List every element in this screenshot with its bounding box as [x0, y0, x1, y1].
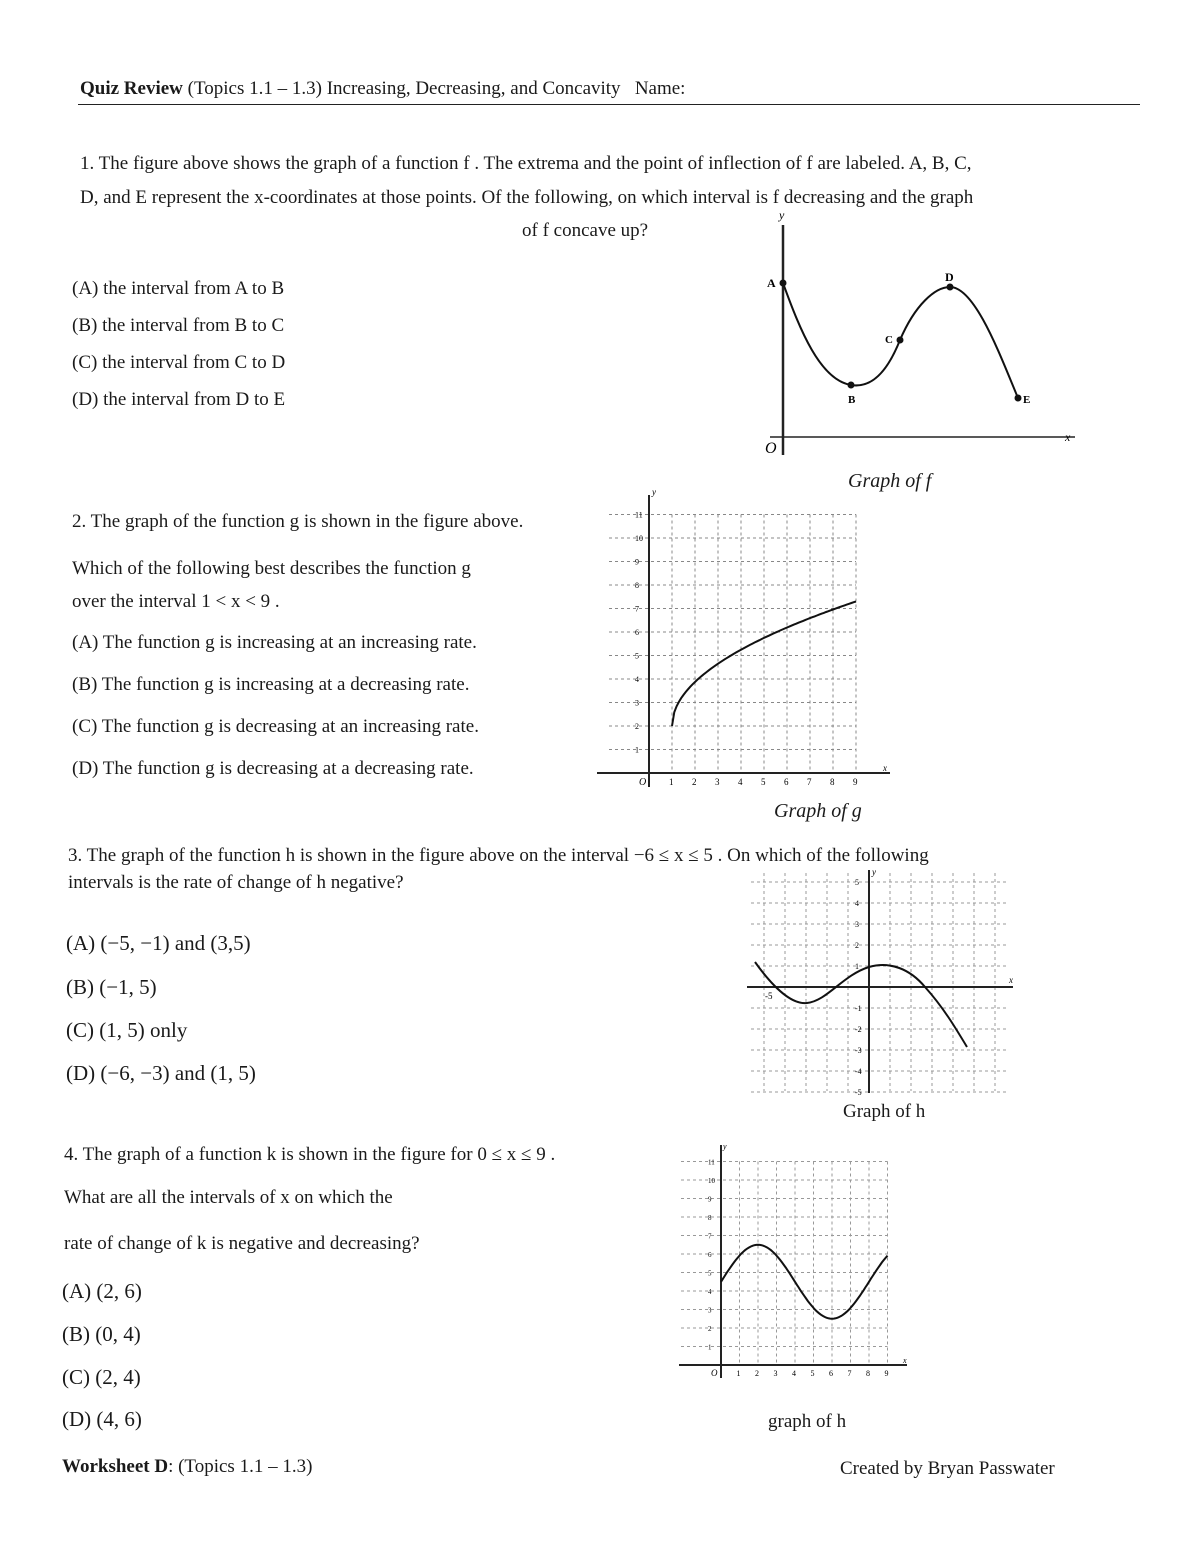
q1-choice-d: (D) the interval from D to E: [72, 389, 286, 410]
name-label: Name:: [634, 78, 686, 99]
q3-choice-d: (D) (−6, −3) and (1, 5): [66, 1061, 256, 1085]
graph-h-x-label-left: -5: [765, 991, 773, 1001]
graph-k-y-tick: 10: [708, 1177, 715, 1185]
graph-h-grid: [751, 873, 1007, 1092]
graph-f-point-d: [947, 284, 954, 291]
graph-k-x-tick: 5: [810, 1369, 815, 1378]
graph-h-y-tick: 2: [855, 941, 859, 950]
graph-g-y-tick: 5: [635, 651, 639, 661]
graph-f-label-c: C: [885, 334, 893, 346]
graph-f-point-a: [780, 280, 787, 287]
graph-g-x-tick: 3: [715, 777, 720, 787]
graph-g-origin: O: [639, 777, 647, 788]
graph-h-y-tick: 5: [855, 878, 859, 887]
footer-left-bold: Worksheet D: [62, 1456, 169, 1477]
q1-choice-a: (A) the interval from A to B: [72, 278, 285, 299]
graph-h-y-tick: -4: [855, 1067, 862, 1076]
graph-g-y-tick: 9: [635, 557, 639, 567]
q4-choice-c: (C) (2, 4): [62, 1365, 141, 1389]
footer-right: Created by Bryan Passwater: [840, 1458, 1055, 1479]
graph-g-y-tick: 1: [635, 745, 639, 755]
graph-h-y-tick: 1: [855, 962, 859, 971]
graph-f-label-b: B: [848, 394, 856, 406]
graph-k-x-tick: 9: [884, 1369, 889, 1378]
graph-g-x-label: x: [883, 763, 887, 773]
graph-f-point-b: [848, 382, 855, 389]
q1-line2: D, and E represent the x-coordinates at those points. Of the following, on which interval is f decreasing and the graph: [80, 187, 974, 208]
q4-choice-a: (A) (2, 6): [62, 1279, 142, 1303]
graph-k-x-label: x: [903, 1356, 907, 1365]
graph-k-y-tick: 7: [708, 1232, 712, 1241]
q3-line1: 3. The graph of the function h is shown in the figure above on the interval −6 ≤ x ≤ 5 . On which of the following: [68, 845, 929, 866]
graph-h-y-tick: 3: [855, 920, 859, 929]
q2-choice-a: (A) The function g is increasing at an increasing rate.: [72, 632, 477, 653]
graph-h-y-tick: -3: [855, 1046, 862, 1055]
q3-line2: intervals is the rate of change of h negative?: [68, 872, 404, 893]
q2-choice-b: (B) The function g is increasing at a decreasing rate.: [72, 674, 470, 695]
graph-k-x-tick: 2: [755, 1369, 759, 1378]
graph-k-grid: [681, 1162, 888, 1366]
q3-choice-c: (C) (1, 5) only: [66, 1018, 188, 1042]
graph-k-y-tick: 4: [708, 1288, 712, 1296]
graph-g-y-tick: 11: [635, 510, 643, 520]
q4-choice-d: (D) (4, 6): [62, 1407, 142, 1431]
q2-line3: over the interval 1 < x < 9 .: [72, 591, 280, 612]
graph-h-y-tick: -5: [855, 1088, 862, 1097]
graph-k-y-tick: 6: [708, 1251, 712, 1259]
graph-h-y-label: y: [872, 867, 876, 877]
graph-g-x-tick: 5: [761, 777, 766, 787]
graph-g-x-tick: 4: [738, 777, 743, 787]
graph-g-y-tick: 2: [635, 722, 639, 731]
graph-k-x-tick: 6: [829, 1369, 833, 1378]
graph-f-y-label: y: [779, 208, 785, 222]
q3-choice-a: (A) (−5, −1) and (3,5): [66, 931, 251, 955]
graph-h-caption: Graph of h: [843, 1101, 926, 1122]
graph-f-x-label: x: [1065, 430, 1071, 444]
title-rest: (Topics 1.1 – 1.3) Increasing, Decreasing, and Concavity: [182, 78, 621, 99]
graph-k-curve: [721, 1245, 888, 1319]
graph-k-y-tick: 8: [708, 1214, 712, 1222]
graph-k-y-tick: 1: [708, 1343, 712, 1352]
q4-line1: 4. The graph of a function k is shown in the figure for 0 ≤ x ≤ 9 .: [64, 1144, 556, 1165]
graph-k-origin: O: [711, 1368, 718, 1378]
graph-f-label-d: D: [945, 270, 954, 284]
graph-k: [675, 1140, 915, 1385]
graph-g-x-tick: 6: [784, 777, 789, 787]
graph-g-y-tick: 7: [635, 604, 639, 614]
graph-f-label-e: E: [1023, 394, 1031, 406]
graph-h: [745, 865, 1020, 1100]
graph-k-y-tick: 9: [708, 1195, 712, 1204]
graph-f-point-e: [1015, 395, 1022, 402]
page-title: [80, 78, 685, 100]
q2-line2: Which of the following best describes the function g: [72, 558, 471, 579]
graph-g-x-tick: 2: [692, 777, 697, 787]
graph-k-y-tick: 5: [708, 1269, 712, 1278]
graph-g-y-tick: 3: [635, 698, 639, 708]
graph-g-y-tick: 8: [635, 581, 639, 590]
graph-h-y-tick: -2: [855, 1025, 862, 1034]
graph-k-x-tick: 7: [847, 1369, 852, 1378]
footer-left-rest: : (Topics 1.1 – 1.3): [168, 1456, 313, 1477]
graph-k-caption: graph of h: [768, 1411, 847, 1432]
q1-line3: of f concave up?: [522, 220, 649, 241]
graph-k-y-tick: 11: [708, 1158, 715, 1167]
graph-g-caption: Graph of g: [774, 800, 862, 822]
graph-g-x-tick: 9: [853, 777, 858, 787]
graph-h-y-tick: -1: [855, 1004, 862, 1013]
graph-g-x-tick: 7: [807, 777, 812, 787]
graph-k-x-tick: 3: [773, 1369, 778, 1378]
graph-k-x-tick: 4: [792, 1369, 796, 1378]
graph-g-ticks: [635, 511, 858, 788]
q2-choice-c: (C) The function g is decreasing at an increasing rate.: [72, 716, 479, 737]
q2-choice-d: (D) The function g is decreasing at a decreasing rate.: [72, 758, 474, 779]
graph-g: [595, 485, 895, 795]
q4-line3: rate of change of k is negative and decreasing?: [64, 1233, 420, 1254]
q3-choice-b: (B) (−1, 5): [66, 975, 157, 999]
graph-g-y-tick: 4: [635, 675, 639, 684]
q4-choice-b: (B) (0, 4): [62, 1322, 141, 1346]
graph-k-y-label: y: [723, 1142, 727, 1151]
header-rule: [78, 104, 1140, 105]
q1-choice-c: (C) the interval from C to D: [72, 352, 286, 373]
q4-line2: What are all the intervals of x on which the: [64, 1187, 393, 1208]
graph-h-y-tick: 4: [855, 899, 859, 908]
graph-k-y-tick: 3: [708, 1306, 712, 1315]
graph-g-y-tick: 6: [635, 628, 639, 637]
graph-h-x-label: x: [1009, 975, 1013, 985]
graph-g-grid: [609, 515, 856, 774]
q1-choice-b: (B) the interval from B to C: [72, 315, 285, 336]
graph-g-x-tick: 1: [669, 777, 674, 787]
graph-f-label-a: A: [767, 276, 776, 290]
graph-k-x-tick: 1: [736, 1369, 741, 1378]
graph-f-caption: Graph of f: [848, 470, 932, 492]
graph-k-x-tick: 8: [866, 1369, 870, 1378]
graph-f-point-c: [897, 337, 904, 344]
graph-g-x-tick: 8: [830, 777, 835, 787]
footer-left: [62, 1456, 312, 1478]
graph-k-ticks: [708, 1159, 889, 1379]
graph-f: [755, 205, 1085, 465]
graph-f-origin: O: [765, 440, 777, 457]
graph-k-y-tick: 2: [708, 1325, 712, 1333]
q2-line1: 2. The graph of the function g is shown in the figure above.: [72, 511, 524, 532]
graph-g-y-label: y: [652, 487, 656, 497]
title-bold: Quiz Review: [80, 78, 183, 99]
graph-g-y-tick: 10: [635, 534, 643, 543]
q1-line1: 1. The figure above shows the graph of a function f . The extrema and the point of inflection of f are labeled. A, B, C,: [80, 153, 972, 174]
